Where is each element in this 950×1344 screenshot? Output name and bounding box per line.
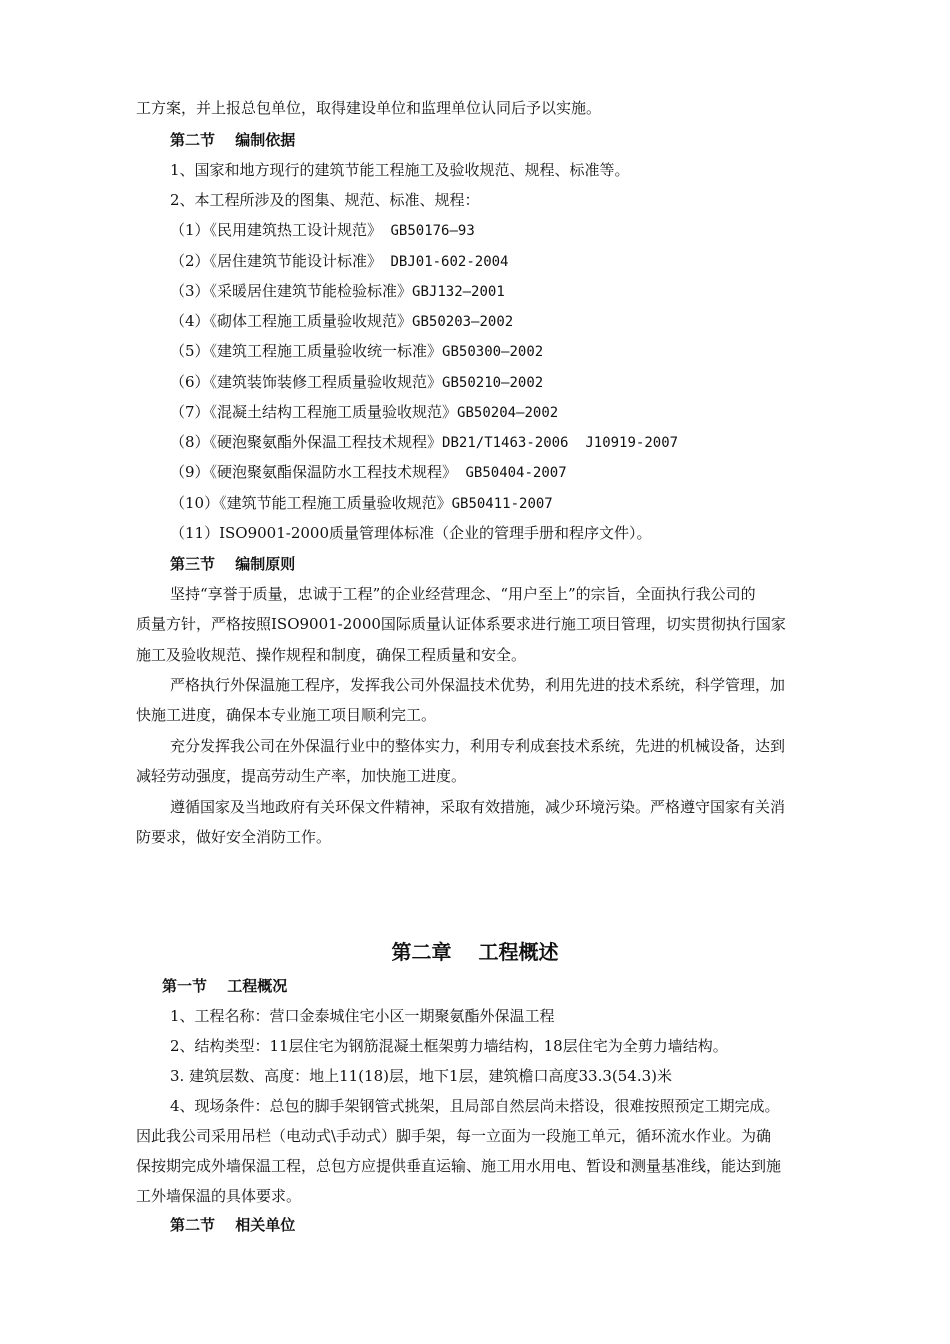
- site-conditions-line: 工外墙保温的具体要求。: [136, 1187, 302, 1205]
- reference-item: （3）《采暖居住建筑节能检验标准》GBJ132—2001: [170, 282, 505, 300]
- basis-item-1: 1、国家和地方现行的建筑节能工程施工及验收规范、规程、标准等。: [170, 161, 630, 179]
- section-heading-basis: 第二节 编制依据: [170, 131, 296, 149]
- principle-paragraph-line: 质量方针，严格按照ISO9001-2000国际质量认证体系要求进行施工项目管理，切实贯彻执行国家: [136, 615, 786, 633]
- section-heading-principles: 第三节 编制原则: [170, 555, 296, 573]
- reference-item: （7）《混凝土结构工程施工质量验收规范》GB50204—2002: [170, 403, 559, 421]
- reference-item: （4）《砌体工程施工质量验收规范》GB50203—2002: [170, 312, 514, 330]
- principle-paragraph-line: 快施工进度，确保本专业施工项目顺利完工。: [136, 706, 437, 724]
- principle-paragraph-line: 坚持“享誉于质量，忠诚于工程”的企业经营理念、“用户至上”的宗旨，全面执行我公司的: [170, 585, 756, 603]
- principle-paragraph-line: 充分发挥我公司在外保温行业中的整体实力，利用专利成套技术系统，先进的机械设备，达到: [170, 737, 786, 755]
- reference-item: （1）《民用建筑热工设计规范》 GB50176—93: [170, 221, 475, 239]
- site-conditions-line: 因此我公司采用吊栏（电动式\手动式）脚手架，每一立面为一段施工单元，循环流水作业。为确: [136, 1127, 772, 1145]
- basis-item-2: 2、本工程所涉及的图集、规范、标准、规程：: [170, 191, 480, 209]
- reference-item: （2）《居住建筑节能设计标准》 DBJ01-602-2004: [170, 252, 509, 270]
- reference-item: （5）《建筑工程施工质量验收统一标准》GB50300—2002: [170, 342, 544, 360]
- reference-item: （8）《硬泡聚氨酯外保温工程技术规程》DB21/T1463-2006 J10919-2007: [170, 433, 679, 451]
- overview-item: 3. 建筑层数、高度：地上11(18)层，地下1层，建筑檐口高度33.3(54.3)米: [170, 1067, 673, 1085]
- reference-item: （11）ISO9001-2000质量管理体标准（企业的管理手册和程序文件）。: [170, 524, 652, 542]
- reference-item: （6）《建筑装饰装修工程质量验收规范》GB50210—2002: [170, 373, 544, 391]
- section-heading-overview: 第一节 工程概况: [162, 977, 288, 995]
- overview-item: 2、结构类型：11层住宅为钢筋混凝土框架剪力墙结构，18层住宅为全剪力墙结构。: [170, 1037, 728, 1055]
- principle-paragraph-line: 施工及验收规范、操作规程和制度，确保工程质量和安全。: [136, 646, 527, 664]
- reference-item: （9）《硬泡聚氨酯保温防水工程技术规程》 GB50404-2007: [170, 463, 567, 481]
- principle-paragraph-line: 严格执行外保温施工程序，发挥我公司外保温技术优势，利用先进的技术系统，科学管理，加: [170, 676, 786, 694]
- site-conditions-line: 4、现场条件：总包的脚手架钢管式挑架，且局部自然层尚未搭设，很难按照预定工期完成。: [170, 1097, 780, 1115]
- principle-paragraph-line: 遵循国家及当地政府有关环保文件精神，采取有效措施，减少环境污染。严格遵守国家有关消: [170, 798, 786, 816]
- site-conditions-line: 保按期完成外墙保温工程，总包方应提供垂直运输、施工用水用电、暂设和测量基准线，能达到施: [136, 1157, 782, 1175]
- chapter-title: 第二章 工程概述: [391, 940, 559, 964]
- reference-item: （10）《建筑节能工程施工质量验收规范》GB50411-2007: [170, 494, 553, 512]
- principle-paragraph-line: 防要求，做好安全消防工作。: [136, 828, 332, 846]
- principle-paragraph-line: 减轻劳动强度，提高劳动生产率，加快施工进度。: [136, 767, 467, 785]
- overview-item: 1、工程名称：营口金泰城住宅小区一期聚氨酯外保温工程: [170, 1007, 555, 1025]
- continuation-text: 工方案，并上报总包单位，取得建设单位和监理单位认同后予以实施。: [136, 99, 602, 117]
- section-heading-units: 第二节 相关单位: [170, 1216, 296, 1234]
